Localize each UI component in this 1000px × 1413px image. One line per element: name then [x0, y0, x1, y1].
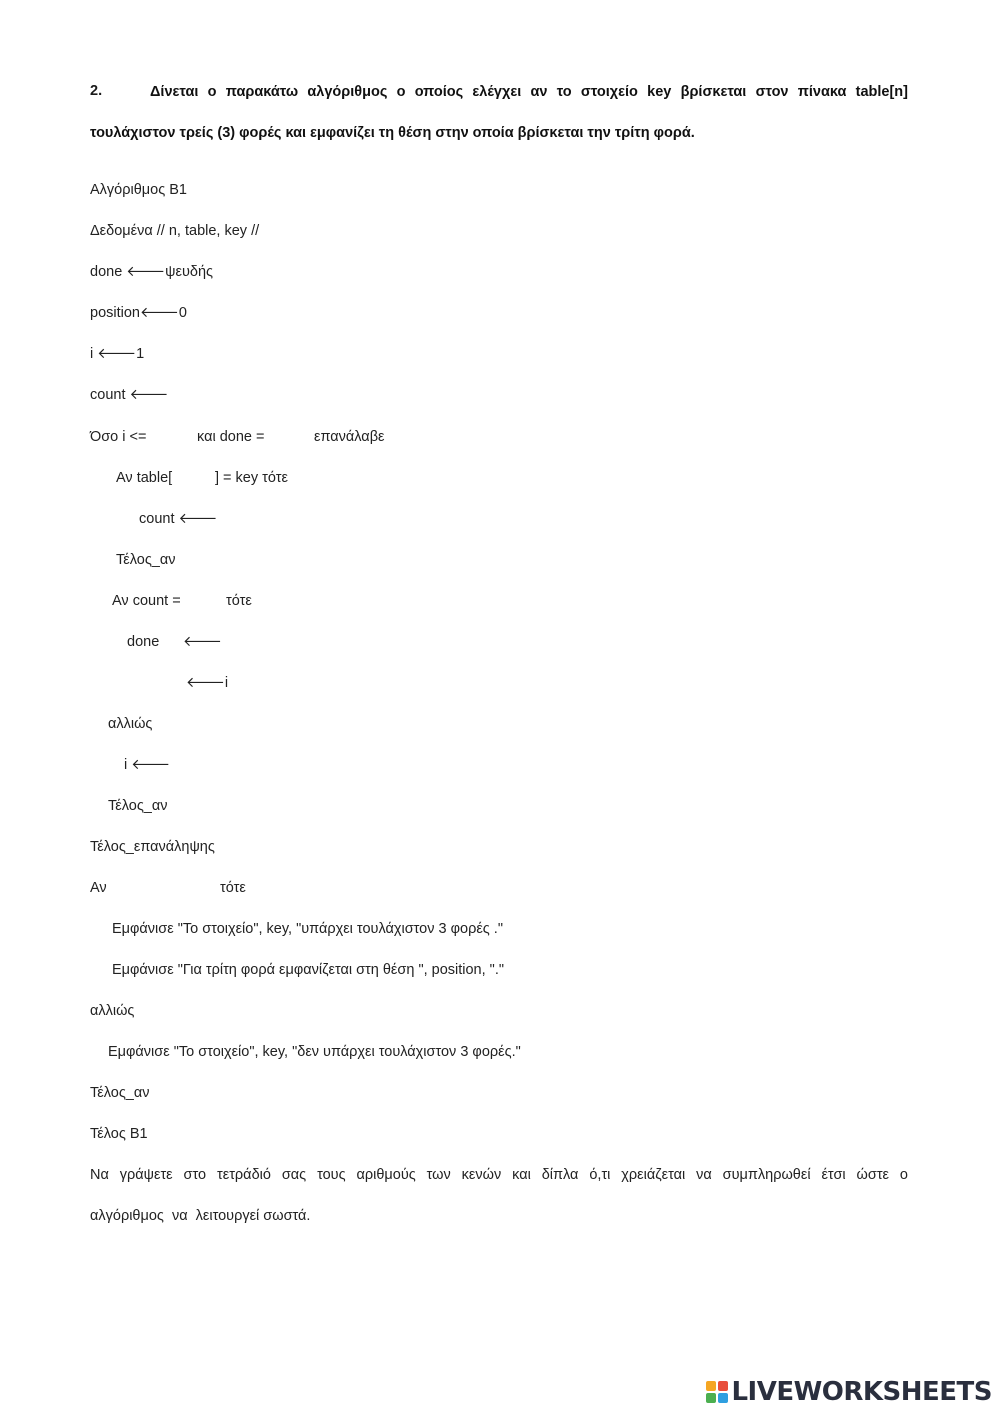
algorithm-end: Τέλος Β1 — [90, 1126, 148, 1142]
if-count-part-1: Αν count = — [112, 593, 181, 609]
final-if-part-2: τότε — [220, 880, 246, 896]
algorithm-data: Δεδομένα // n, table, key // — [90, 223, 260, 239]
final-if-part-1: Αν — [90, 880, 107, 896]
algorithm-line-end-if-2: Τέλος_αν — [108, 798, 168, 814]
liveworksheets-logo-text: LIVEWORKSHEETS — [731, 1377, 992, 1407]
algorithm-line-print-1: Εμφάνισε "Το στοιχείο", key, "υπάρχει τουλάχιστον 3 φορές ." — [112, 921, 503, 937]
algorithm-line-end-if-1: Τέλος_αν — [116, 552, 176, 568]
algorithm-line-count-inc: count 🡐 — [139, 511, 218, 527]
loop-header-part-3: επανάλαβε — [314, 429, 385, 445]
algorithm-line-else-2: αλλιώς — [90, 1003, 135, 1019]
liveworksheets-logo — [706, 1377, 992, 1407]
instruction-line-2: αλγόριθμος να λειτουργεί σωστά. — [90, 1208, 311, 1224]
algorithm-line-end-loop: Τέλος_επανάληψης — [90, 839, 215, 855]
instruction-line-1: Να γράψετε στο τετράδιό σας τους αριθμούς των κενών και δίπλα ό,τι χρειάζεται να συμπληρωθεί έτσι ώστε ο — [90, 1167, 908, 1183]
loop-header-part-1: Όσο i <= — [90, 429, 147, 445]
algorithm-line-end-if-3: Τέλος_αν — [90, 1085, 150, 1101]
algorithm-line-print-2: Εμφάνισε "Για τρίτη φορά εμφανίζεται στη θέση ", position, "." — [112, 962, 505, 978]
algorithm-title: Αλγόριθμος Β1 — [90, 182, 187, 198]
algorithm-line-done: done 🡐ψευδής — [90, 264, 214, 280]
loop-header-part-2: και done = — [197, 429, 265, 445]
algorithm-line-position: position🡐0 — [90, 305, 187, 321]
algorithm-line-count: count 🡐 — [90, 387, 169, 403]
algorithm-line-assign-i: 🡐i — [186, 675, 229, 691]
done-assign-part-1: done — [127, 634, 160, 650]
done-assign-part-2: 🡐 — [183, 634, 222, 650]
liveworksheets-logo-icon — [706, 1381, 728, 1403]
question-text-line-2: τουλάχιστον τρείς (3) φορές και εμφανίζει τη θέση στην οποία βρίσκεται την τρίτη φορά. — [90, 125, 695, 141]
algorithm-line-i-inc: i 🡐 — [124, 757, 171, 773]
algorithm-line-else-1: αλλιώς — [108, 716, 153, 732]
if-table-part-2: ] = key τότε — [215, 470, 288, 486]
algorithm-line-print-3: Εμφάνισε "Το στοιχείο", key, "δεν υπάρχει τουλάχιστον 3 φορές." — [108, 1044, 521, 1060]
question-text-line-1: Δίνεται ο παρακάτω αλγόριθμος ο οποίος ελέγχει αν το στοιχείο key βρίσκεται στον πίνακα table[n] — [150, 84, 908, 100]
algorithm-line-i: i 🡐1 — [90, 346, 145, 362]
if-count-part-2: τότε — [226, 593, 252, 609]
if-table-part-1: Αν table[ — [116, 470, 173, 486]
question-number: 2. — [90, 83, 103, 99]
